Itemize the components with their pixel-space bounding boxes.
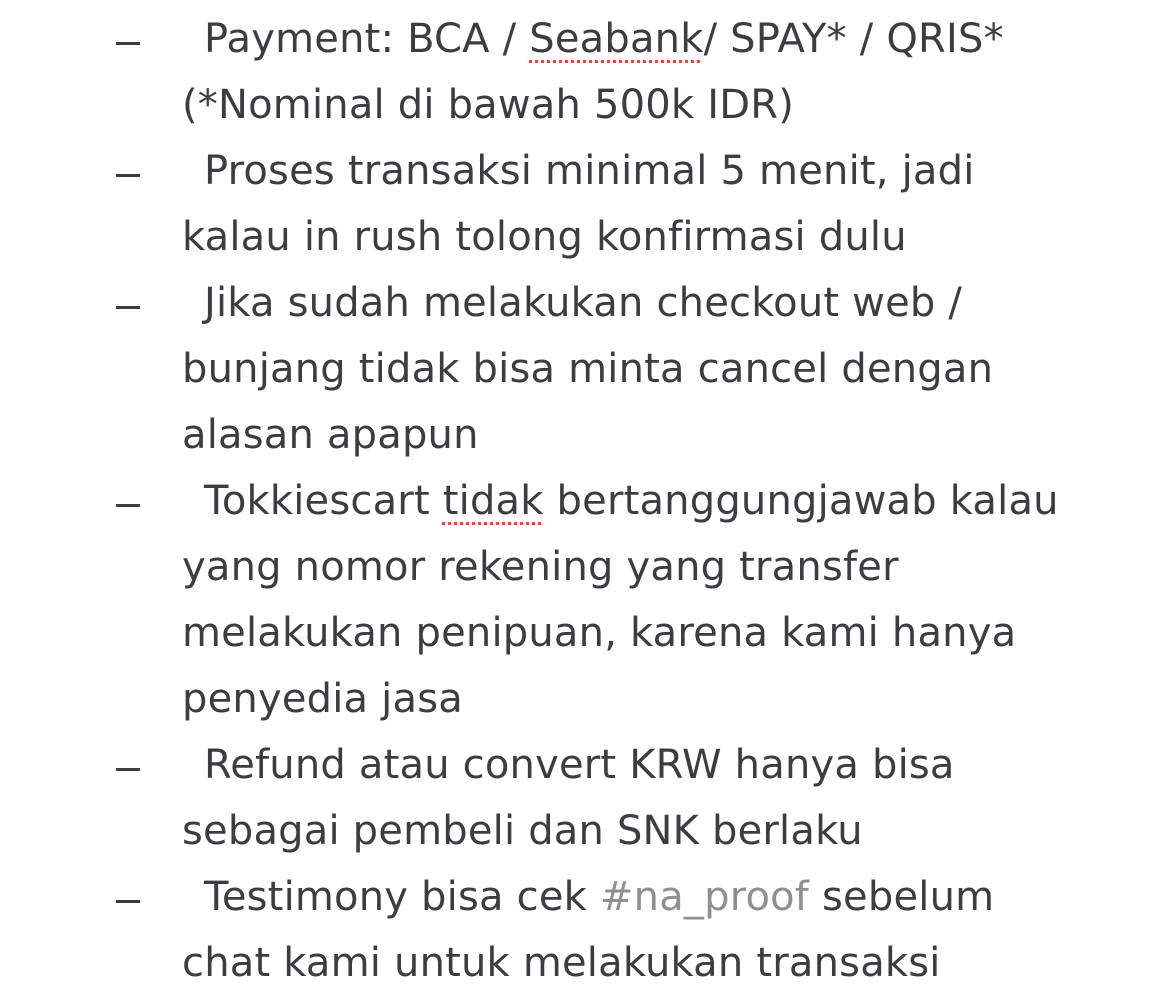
list-item-line: penyedia jasa [182,676,463,722]
list-item-line: Payment: BCA / Seabank/ SPAY* / QRIS* [204,16,1004,62]
list-item-line: melakukan penipuan, karena kami hanya [182,610,1017,656]
list-item-testimony [0,864,1170,996]
list-item-refund [0,732,1170,864]
hashtag-link[interactable]: #na_proof [599,874,810,920]
list-item-cancel-policy [0,270,1170,468]
list-item-process-time [0,138,1170,270]
list-item-line: sebagai pembeli dan SNK berlaku [182,808,863,854]
dash-bullet [116,138,140,204]
dash-bullet [116,270,140,336]
list-item-line: yang nomor rekening yang transfer [182,544,899,590]
list-item-line: bunjang tidak bisa minta cancel dengan [182,346,994,392]
list-item-line: Jika sudah melakukan checkout web / [204,280,963,326]
dash-bullet [116,732,140,798]
list-item-responsibility [0,468,1170,732]
list-item-line: chat kami untuk melakukan transaksi [182,940,941,986]
misspelled-word[interactable]: Seabank [529,16,704,62]
misspelled-word[interactable]: tidak [442,478,544,524]
note-body[interactable] [0,6,1170,996]
list-item-line: (*Nominal di bawah 500k IDR) [182,82,795,128]
list-item-line: Refund atau convert KRW hanya bisa [204,742,955,788]
dash-bullet [116,468,140,534]
list-item-line: Proses transaksi minimal 5 menit, jadi [204,148,975,194]
dash-bullet [116,6,140,72]
list-item-payment [0,6,1170,138]
list-item-line: kalau in rush tolong konfirmasi dulu [182,214,907,260]
dash-bullet [116,864,140,930]
list-item-line: alasan apapun [182,412,479,458]
list-item-line: Tokkiescart tidak bertanggungjawab kalau [204,478,1059,524]
list-item-line: Testimony bisa cek #na_proof sebelum [204,874,995,920]
